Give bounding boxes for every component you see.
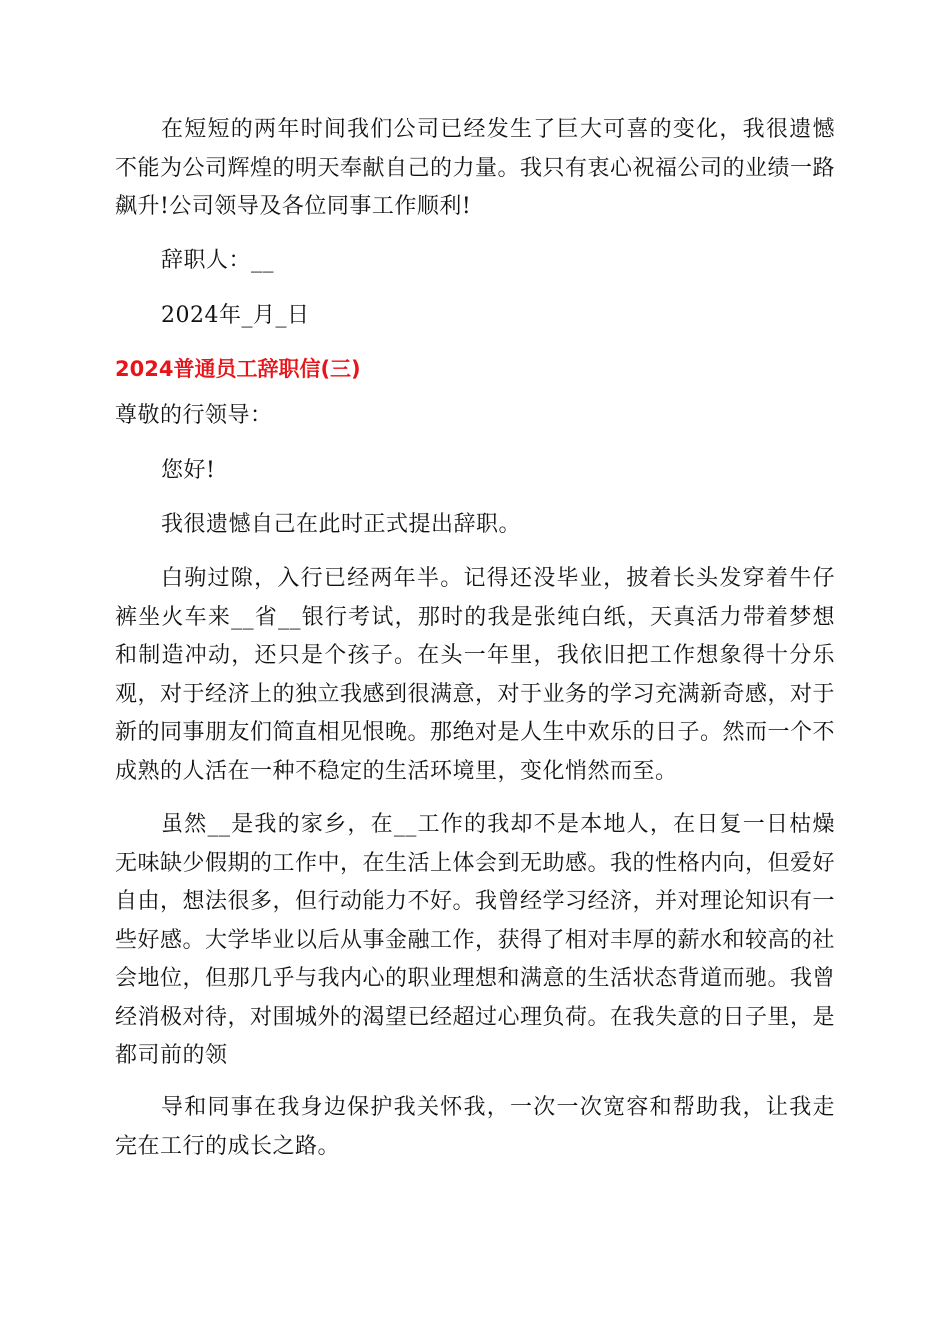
body-paragraph-career: 白驹过隙，入行已经两年半。记得还没毕业，披着长头发穿着牛仔裤坐火车来__省__银行考试，那时的我是张纯白纸，天真活力带着梦想和制造冲动，还只是个孩子。在头一年里，我依旧把工作想象得十分乐观，对于经济上的独立我感到很满意，对于业务的学习充满新奇感，对于新的同事朋友们简直相见恨晚。那绝对是人生中欢乐的日子。然而一个不成熟的人活在一种不稳定的生活环境里，变化悄然而至。 (115, 566, 836, 784)
greeting: 您好! (161, 458, 216, 483)
resignation-statement: 我很遗憾自己在此时正式提出辞职。 (161, 512, 522, 537)
letter-heading: 2024普通员工辞职信(三) (115, 357, 361, 381)
letter-date: 2024年_月_日 (161, 303, 310, 328)
body-paragraph-gratitude: 导和同事在我身边保护我关怀我，一次一次宽容和帮助我，让我走完在工行的成长之路。 (115, 1095, 835, 1159)
closing-paragraph: 在短短的两年时间我们公司已经发生了巨大可喜的变化，我很遗憾不能为公司辉煌的明天奉献自己的力量。我只有衷心祝福公司的业绩一路飙升!公司领导及各位同事工作顺利! (115, 117, 836, 219)
body-paragraph-hometown: 虽然__是我的家乡，在__工作的我却不是本地人，在日复一日枯燥无味缺少假期的工作中，在生活上体会到无助感。我的性格内向，但爱好自由，想法很多，但行动能力不好。我曾经学习经济，并对理论知识有一些好感。大学毕业以后从事金融工作，获得了相对丰厚的薪水和较高的社会地位，但那几乎与我内心的职业理想和满意的生活状态背道而驰。我曾经消极对待，对围城外的渴望已经超过心理负荷。在我失意的日子里，是都司前的领 (115, 812, 836, 1068)
salutation: 尊敬的行领导： (115, 403, 273, 428)
resignee-signature-line: 辞职人：__ (161, 248, 275, 273)
